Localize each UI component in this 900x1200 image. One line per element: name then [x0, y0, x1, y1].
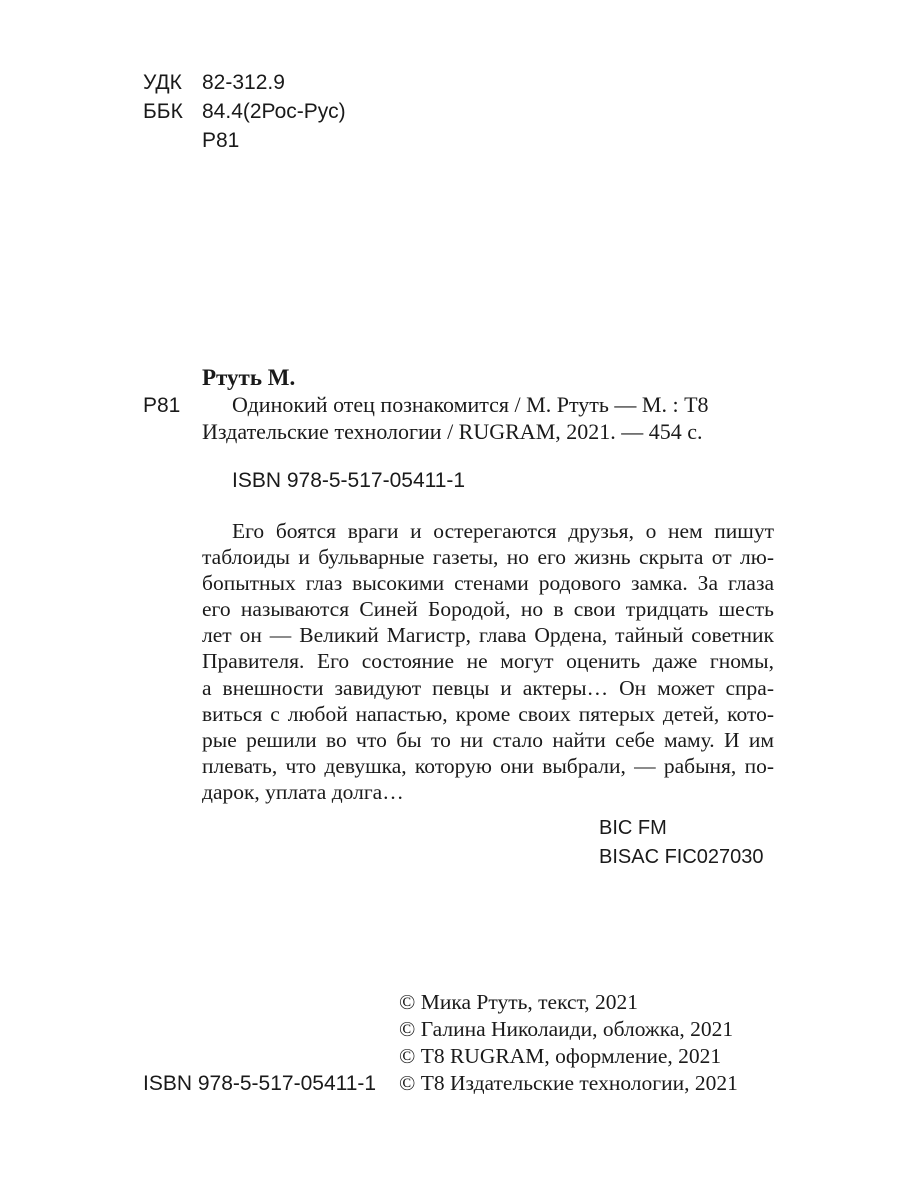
- udk-label: УДК: [143, 71, 182, 94]
- copyright-line: © Т8 RUGRAM, оформление, 2021: [399, 1044, 722, 1068]
- isbn-main: ISBN 978-5-517-05411-1: [232, 469, 466, 492]
- author-mark-top: Р81: [202, 129, 240, 152]
- author-mark: Р81: [143, 394, 181, 417]
- udk-value: 82-312.9: [202, 71, 285, 94]
- annotation-line: а внешности завидуют певцы и актеры… Он может спра-: [202, 675, 774, 700]
- bic-code: BIC FM: [599, 817, 667, 839]
- bbk-value: 84.4(2Рос-Рус): [202, 100, 346, 123]
- annotation-line: бопытных глаз высокими стенами родового замка. За глаза: [202, 571, 774, 596]
- copyright-line: © Т8 Издательские технологии, 2021: [399, 1071, 738, 1095]
- annotation-paragraph: [202, 518, 774, 805]
- annotation-line: рые решили во что бы то ни стало найти себе маму. И им: [202, 727, 774, 752]
- annotation-line: плевать, что девушка, которую они выбрали, — рабыня, по-: [202, 753, 774, 778]
- annotation-line: лет он — Великий Магистр, глава Ордена, тайный советник: [202, 623, 774, 648]
- annotation-line: Его боятся враги и остерегаются друзья, о нем пишут: [232, 519, 774, 543]
- copyright-line: © Мика Ртуть, текст, 2021: [399, 990, 639, 1014]
- annotation-line: таблоиды и бульварные газеты, но его жизнь скрыта от лю-: [202, 545, 774, 570]
- bisac-code: BISAC FIC027030: [599, 846, 764, 868]
- annotation-line: дарок, уплата долга…: [202, 779, 404, 804]
- annotation-line: Правителя. Его состояние не могут оценить даже гномы,: [202, 649, 774, 674]
- annotation-line: его называются Синей Бородой, но в свои тридцать шесть: [202, 597, 774, 622]
- annotation-line: виться с любой напастью, кроме своих пятерых детей, кото-: [202, 701, 774, 726]
- isbn-bottom: ISBN 978-5-517-05411-1: [143, 1072, 377, 1095]
- bbk-label: ББК: [143, 100, 183, 123]
- author-name: Ртуть М.: [202, 365, 296, 390]
- copyright-line: © Галина Николаиди, обложка, 2021: [399, 1017, 734, 1041]
- title-line-1: Одинокий отец познакомится / М. Ртуть — М. : Т8: [232, 392, 709, 417]
- title-line-2: Издательские технологии / RUGRAM, 2021. — 454 с.: [202, 419, 703, 444]
